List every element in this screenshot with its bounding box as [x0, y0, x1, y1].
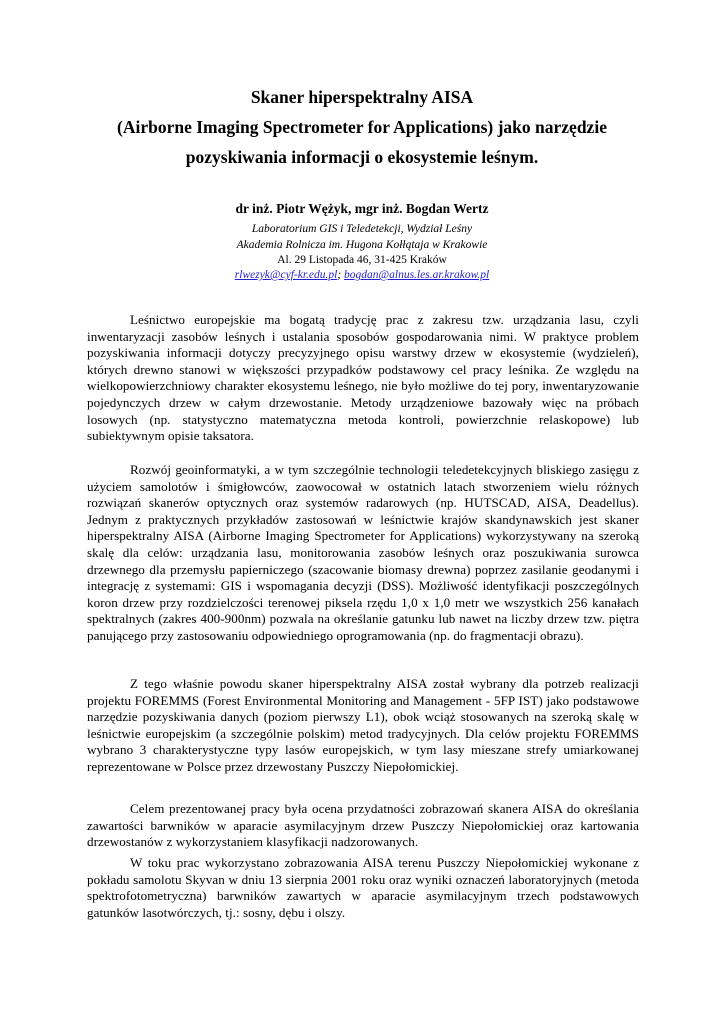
- email-link-wezyk[interactable]: rlwezyk@cyf-kr.edu.pl: [234, 269, 338, 281]
- title-line-3: pozyskiwania informacji o ekosystemie leśnym.: [185, 147, 539, 167]
- paragraph-5: W toku prac wykorzystano zobrazowania AISA terenu Puszczy Niepołomickiej wykonane z pokładu samolotu Skyvan w dniu 13 sierpnia 2001 roku oraz wyniki oznaczeń laboratoryjnych (metoda spektrofotometryczna) barwników zawartych w aparacie asymilacyjnym trzech podstawowych gatunków lasotwórczych, tj.: sosny, dębu i olszy.: [87, 855, 639, 920]
- affiliation-emails: [90, 268, 634, 282]
- paragraph-2: Rozwój geoinformatyki, a w tym szczególnie technologii teledetekcyjnych bliskiego zasięgu z użyciem samolotów i śmigłowców, zaowocował w ostatnich latach stworzeniem wielu różnych rozwiązań skanerów optycznych oraz systemów radarowych (np. HUTSCAD, AISA, Deadellus). Jednym z praktycznych przykładów zastosowań w leśnictwie krajów skandynawskich jest skaner hiperspektralny AISA (Airborne Imaging Spectrometer for Applications) wykorzystywany na szeroką skalę dla celów: urządzania lasu, monitorowania zasobów leśnych oraz poszukiwania surowca drzewnego dla przemysłu papierniczego (szacowanie biomasy drewna) poprzez zasilanie geodanymi i integrację z systemami: GIS i wspomagania decyzji (DSS). Możliwość identyfikacji poszczególnych koron drzew przy rozdzielczości terenowej piksela rzędu 1,0 x 1,0 metr we wszystkich 256 kanałach spektralnych (zakres 400-900nm) pozwala na określanie gatunku lub nawet na liczby drzew tzw. piętra panującego przy zastosowaniu odpowiedniego oprogramowania (np. do fragmentacji obrazu).: [87, 462, 639, 643]
- email-link-wertz[interactable]: bogdan@alnus.les.ar.krakow.pl: [344, 269, 490, 281]
- email-separator: ;: [337, 269, 345, 281]
- affiliation-lab: Laboratorium GIS i Teledetekcji, Wydział Leśny: [251, 223, 473, 235]
- title-line-2: (Airborne Imaging Spectrometer for Applications) jako narzędzie: [117, 117, 607, 137]
- paragraph-1: Leśnictwo europejskie ma bogatą tradycję prac z zakresu tzw. urządzania lasu, czyli inwentaryzacji zasobów leśnych i ustalania sposobów gospodarowania nimi. W praktyce problem pozyskiwania informacji dotyczy precyzyjnego opisu warstwy drzew w ekosystemie (wydzieleń), których drewno stanowi w większości przypadków podstawowy cel pracy leśnika. Ze względu na wielkopowierzchniowy charakter ekosystemu leśnego, nie było możliwe do tej pory, inwentaryzowanie pojedynczych drzew w całym drzewostanie. Metody urządzeniowe bazowały więc na próbach losowych (np. statystyczno matematyczna metoda kontroli, powierzchnie relaskopowe) lub subiektywnym opisie taksatora.: [87, 312, 639, 444]
- authors: dr inż. Piotr Wężyk, mgr inż. Bogdan Wertz: [235, 201, 489, 216]
- paragraph-4: Celem prezentowanej pracy była ocena przydatności zobrazowań skanera AISA do określania zawartości barwników w aparacie asymilacyjnym drzew Puszczy Niepołomickiej oraz kartowania drzewostanów z wykorzystaniem klasyfikacji nadzorowanych.: [87, 801, 639, 850]
- affiliation-address: Al. 29 Listopada 46, 31-425 Kraków: [277, 254, 447, 266]
- paragraph-3: Z tego właśnie powodu skaner hiperspektralny AISA został wybrany dla potrzeb realizacji projektu FOREMMS (Forest Environmental Monitoring and Management - 5FP IST) jako podstawowe narzędzie pozyskiwania danych (poziom pierwszy L1), obok wciąż stosowanych na szeroką skalę w leśnictwie europejskim (a szczególnie polskim) metod tradycyjnych. Dla celów projektu FOREMMS wybrano 3 charakterystyczne typy lasów europejskich, w tym lasy mieszane strefy umiarkowanej reprezentowane w Polsce przez drzewostany Puszczy Niepołomickiej.: [87, 676, 639, 774]
- title-line-1: Skaner hiperspektralny AISA: [250, 87, 474, 107]
- affiliation-university: Akademia Rolnicza im. Hugona Kołłątaja w Krakowie: [236, 239, 488, 251]
